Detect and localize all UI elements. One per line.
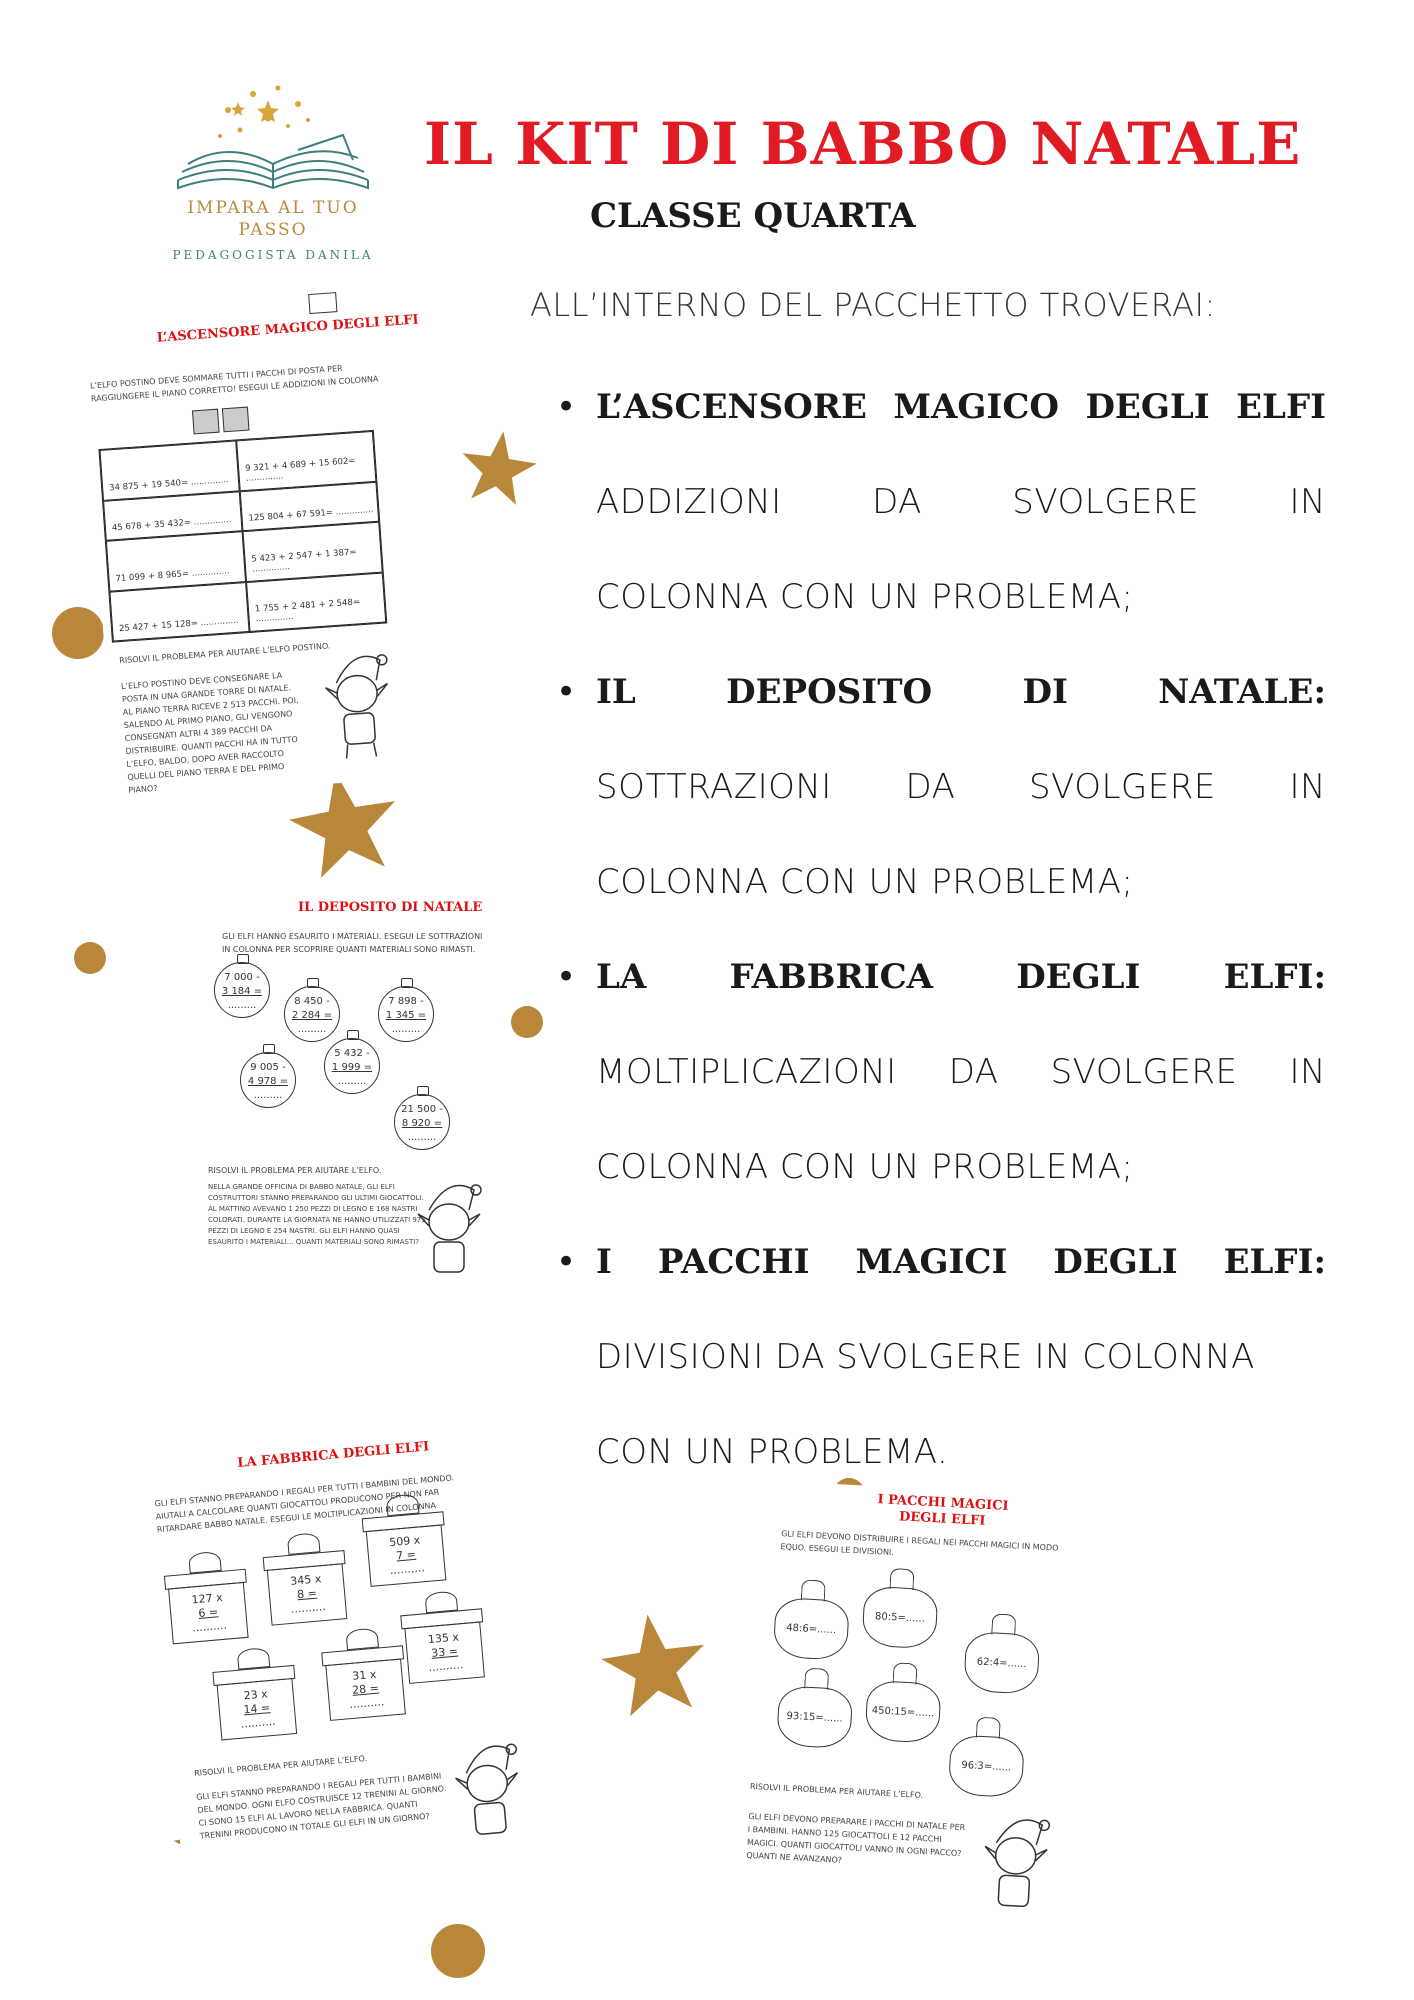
worksheet-title: I PACCHI MAGICI DEGLI ELFI (877, 1492, 1009, 1529)
answer-dots: .......... (240, 1714, 277, 1731)
contents-item-heading (596, 360, 1326, 455)
multiplication-top: 23 x (243, 1687, 269, 1703)
answer-dots: ......... (337, 1076, 367, 1087)
worksheet-ascensore (80, 278, 424, 798)
subtraction-bottom: 4 978 = (247, 1076, 289, 1087)
contents-word: SOTTRAZIONI (596, 767, 832, 807)
answer-dots: .......... (348, 1695, 385, 1712)
answer-dots: .......... (389, 1561, 426, 1578)
ornament-ball (394, 1094, 450, 1150)
multiplication-bottom: 14 = (242, 1701, 271, 1717)
contents-word: MAGICI (855, 1242, 1008, 1282)
contents-item-description (596, 835, 1326, 930)
contents-word: ELFI (1236, 387, 1326, 427)
problem-text: L’ELFO POSTINO DEVE CONSEGNARE LA POSTA IN UNA GRANDE TORRE DI NATALE. AL PIANO TERRA RICEVE 2 513 PACCHI. POI, SALENDO AL PRIMO PIANO, GLI VENGONO CONSEGNATI ALTRI 4 389 PACCHI DA DISTRIBUIRE. QUANTI PACCHI HA IN TUTTO L’ELFO, BALDO, DOPO AVER RACCOLTO QUELLI DEL PIANO TERRA E DEL PRIMO PIANO? (120, 670, 299, 795)
contents-word: PACCHI (657, 1242, 810, 1282)
gift-sack: 48:6=...... (773, 1597, 850, 1661)
addition-cell: 34 875 + 19 540= .............. (100, 440, 240, 500)
answer-dots: ......... (253, 1090, 283, 1101)
contents-word: SVOLGERE (1028, 767, 1216, 807)
contents-word: ELFI: (1223, 957, 1326, 997)
contents-word: DA (948, 1052, 999, 1092)
contents-word: DA (905, 767, 956, 807)
ornament-ball (214, 962, 270, 1018)
contents-item-description (596, 550, 1326, 645)
multiplication-top: 509 x (388, 1533, 421, 1550)
multiplication-bottom: 28 = (351, 1681, 380, 1697)
addition-cell: 1 755 + 2 481 + 2 548= .............. (246, 572, 386, 632)
subtraction-bottom: 2 284 = (291, 1010, 333, 1021)
contents-list (556, 360, 1326, 1500)
addition-cell: 71 099 + 8 965= .............. (106, 531, 246, 591)
worksheet-intro: GLI ELFI HANNO ESAURITO I MATERIALI. ESEGUI LE SOTTRAZIONI IN COLONNA PER SCOPRIRE QUANTI MATERIALI SONO RIMASTI. (222, 932, 483, 954)
worksheet-title: LA FABBRICA DEGLI ELFI (236, 1439, 430, 1472)
contents-word: DIVISIONI DA SVOLGERE IN COLONNA (596, 1337, 1255, 1377)
contents-word: • LA (596, 957, 647, 997)
subtraction-top: 5 432 - (334, 1048, 370, 1059)
answer-dots: .......... (290, 1599, 327, 1616)
subtraction-top: 8 450 - (294, 996, 330, 1007)
contents-word: MAGICO (893, 387, 1059, 427)
worksheet-title: IL DEPOSITO DI NATALE (298, 900, 483, 915)
page-title: IL KIT DI BABBO NATALE (424, 110, 1302, 178)
subtraction-top: 7 898 - (388, 996, 424, 1007)
contents-item-description (596, 1310, 1326, 1405)
multiplication-top: 31 x (351, 1667, 377, 1683)
contents-word: MOLTIPLICAZIONI (596, 1052, 897, 1092)
contents-word: • I (596, 1242, 612, 1282)
subtraction-bottom: 3 184 = (221, 986, 263, 997)
problem-text: GLI ELFI DEVONO PREPARARE I PACCHI DI NATALE PER I BAMBINI. HANNO 125 GIOCATTOLI E 12 PACCHI MAGICI. QUANTI GIOCATTOLI VANNO IN OGNI PACCO? QUANTI NE AVANZANO? (746, 1811, 966, 1865)
multiplication-top: 127 x (191, 1590, 224, 1607)
gift-sack: 96:3=...... (948, 1734, 1025, 1798)
intro-text: ALL’INTERNO DEL PACCHETTO TROVERAI: (530, 286, 1216, 324)
contents-word: NATALE: (1158, 672, 1326, 712)
multiplication-bottom: 33 = (430, 1644, 459, 1660)
addition-cell: 5 423 + 2 547 + 1 387= .............. (243, 522, 383, 582)
addition-grid (98, 430, 387, 643)
contents-word: IN (1289, 482, 1326, 522)
logo-name-line1: IMPARA AL TUO (187, 198, 359, 218)
contents-item-description (596, 1025, 1326, 1120)
page-subtitle: CLASSE QUARTA (590, 196, 916, 236)
contents-word: SVOLGERE (1050, 1052, 1238, 1092)
subtraction-top: 9 005 - (250, 1062, 286, 1073)
gift-box (325, 1659, 406, 1721)
worksheet-intro: GLI ELFI DEVONO DISTRIBUIRE I REGALI NEI PACCHI MAGICI IN MODO EQUO. ESEGUI LE DIVISIONI. (780, 1529, 1059, 1558)
ornament-ball (240, 1052, 296, 1108)
contents-word: COLONNA CON UN PROBLEMA; (596, 862, 1134, 902)
multiplication-bottom: 7 = (395, 1547, 417, 1563)
answer-dots: ......... (297, 1024, 327, 1035)
contents-word: DI (1022, 672, 1068, 712)
contents-word: • IL (596, 672, 636, 712)
contents-item-heading (596, 930, 1326, 1025)
worksheet-intro: GLI ELFI STANNO PREPARANDO I REGALI PER TUTTI I BAMBINI DEL MONDO. AIUTALI A CALCOLARE QUANTI GIOCATTOLI PRODUCONO PER NON FAR RITARDARE BABBO NATALE. ESEGUI LE MOLTIPLICAZIONI IN COLONNA (154, 1473, 455, 1535)
contents-item (556, 360, 1326, 645)
book-logo-icon (168, 80, 378, 198)
gift-sack: 93:15=...... (776, 1685, 853, 1749)
contents-word: FABBRICA (729, 957, 934, 997)
elf-illustration (319, 649, 397, 764)
elf-illustration (449, 1739, 528, 1855)
contents-word: CON UN PROBLEMA. (596, 1432, 949, 1472)
answer-dots: .......... (191, 1618, 228, 1635)
contents-word: COLONNA CON UN PROBLEMA; (596, 1147, 1134, 1187)
multiplication-top: 345 x (289, 1572, 322, 1588)
contents-word: IN (1289, 767, 1326, 807)
contents-word: • L’ASCENSORE (596, 387, 867, 427)
answer-dots: ......... (391, 1024, 421, 1035)
addition-cell: 9 321 + 4 689 + 15 602= .............. (236, 431, 376, 491)
gift-box (267, 1563, 348, 1625)
contents-item-heading (596, 645, 1326, 740)
multiplication-bottom: 8 = (296, 1586, 318, 1602)
contents-item-description (596, 740, 1326, 835)
gift-sack: 80:5=...... (861, 1586, 938, 1650)
multiplication-top: 135 x (427, 1630, 460, 1647)
contents-word: COLONNA CON UN PROBLEMA; (596, 577, 1134, 617)
contents-word: IN (1289, 1052, 1326, 1092)
problem-title: RISOLVI IL PROBLEMA PER AIUTARE L’ELFO POSTINO. (118, 641, 331, 666)
logo (168, 80, 378, 275)
gift-box (217, 1678, 298, 1740)
answer-dots: ......... (407, 1132, 437, 1143)
contents-item (556, 1215, 1326, 1500)
worksheet-fabbrica (145, 1409, 545, 1919)
worksheet-deposito (200, 880, 510, 1300)
ornament-ball (378, 986, 434, 1042)
problem-text: GLI ELFI STANNO PREPARANDO I REGALI PER TUTTI I BAMBINI DEL MONDO. OGNI ELFO COSTRUISCE 12 TRENINI AL GIORNO. CI SONO 15 ELFI AL LAVORO NELLA FABBRICA. QUANTI TRENINI PRODUCONO IN TOTALE GLI ELFI IN UN GIORNO? (195, 1771, 447, 1841)
addition-cell: 45 678 + 35 432= .............. (103, 491, 242, 541)
contents-item-heading (596, 1215, 1326, 1310)
problem-title: RISOLVI IL PROBLEMA PER AIUTARE L’ELFO. (208, 1166, 382, 1175)
problem-title: RISOLVI IL PROBLEMA PER AIUTARE L’ELFO. (749, 1781, 924, 1800)
contents-word: DEGLI (1053, 1242, 1178, 1282)
logo-name-line2: PASSO (238, 220, 308, 240)
elevator-buttons-icon (192, 407, 250, 435)
subtraction-top: 7 000 - (224, 972, 260, 983)
multiplication-bottom: 6 = (197, 1605, 219, 1620)
contents-item-description (596, 455, 1326, 550)
contents-item (556, 645, 1326, 930)
worksheet-title: L’ASCENSORE MAGICO DEGLI ELFI (156, 312, 420, 346)
gift-sack: 62:4=...... (963, 1631, 1040, 1695)
problem-title: RISOLVI IL PROBLEMA PER AIUTARE L’ELFO. (193, 1753, 368, 1778)
contents-word: DEGLI (1016, 957, 1141, 997)
logo-tagline: PEDAGOGISTA DANILA (172, 248, 374, 262)
contents-word: ELFI: (1223, 1242, 1326, 1282)
contents-word: SVOLGERE (1012, 482, 1200, 522)
addition-cell: 125 804 + 67 591= .............. (240, 481, 379, 531)
subtraction-top: 21 500 - (401, 1104, 443, 1115)
dot-decoration (431, 1924, 485, 1978)
contents-word: DEPOSITO (726, 672, 933, 712)
gift-sack: 450:15=...... (865, 1680, 942, 1744)
ornament-ball (284, 986, 340, 1042)
star-decoration (456, 426, 540, 507)
contents-item (556, 930, 1326, 1215)
elf-illustration (414, 1180, 484, 1290)
contents-item-description (596, 1405, 1326, 1500)
dot-decoration (74, 942, 106, 974)
subtraction-bottom: 8 920 = (401, 1118, 443, 1129)
contents-word: DEGLI (1085, 387, 1210, 427)
subtraction-bottom: 1 345 = (385, 1010, 427, 1021)
worksheet-pacchi (735, 1480, 1099, 1967)
answer-dots: ......... (227, 1000, 257, 1011)
dot-decoration (511, 1006, 543, 1038)
problem-text: NELLA GRANDE OFFICINA DI BABBO NATALE, GLI ELFI COSTRUTTORI STANNO PREPARANDO GLI ULTIMI GIOCATTOLI. AL MATTINO AVEVANO 1 250 PEZZI DI LEGNO E 168 NASTRI COLORATI. DURANTE LA GIORNATA NE HANNO UTILIZZATI 975 PEZZI DI LEGNO E 254 NASTRI. GLI ELFI HANNO QUASI ESAURITO I MATERIALI... QUANTI MATERIALI SONO RIMASTI? (208, 1183, 426, 1246)
dot-decoration (52, 607, 104, 659)
contents-item-description (596, 1120, 1326, 1215)
envelope-icon (308, 292, 337, 314)
star-decoration (596, 1607, 712, 1719)
worksheet-intro: L’ELFO POSTINO DEVE SOMMARE TUTTI I PACCHI DI POSTA PER RAGGIUNGERE IL PIANO CORRETTO! ESEGUI LE ADDIZIONI IN COLONNA (89, 363, 379, 404)
addition-cell: 25 427 + 15 128= .............. (109, 582, 249, 642)
gift-box (366, 1524, 447, 1586)
ornament-ball (324, 1038, 380, 1094)
elf-illustration (977, 1812, 1053, 1926)
contents-word: DA (872, 482, 922, 522)
contents-word: ADDIZIONI (596, 482, 782, 522)
gift-box (404, 1621, 485, 1683)
answer-dots: .......... (427, 1658, 464, 1675)
subtraction-bottom: 1 999 = (331, 1062, 373, 1073)
gift-box (168, 1582, 249, 1644)
